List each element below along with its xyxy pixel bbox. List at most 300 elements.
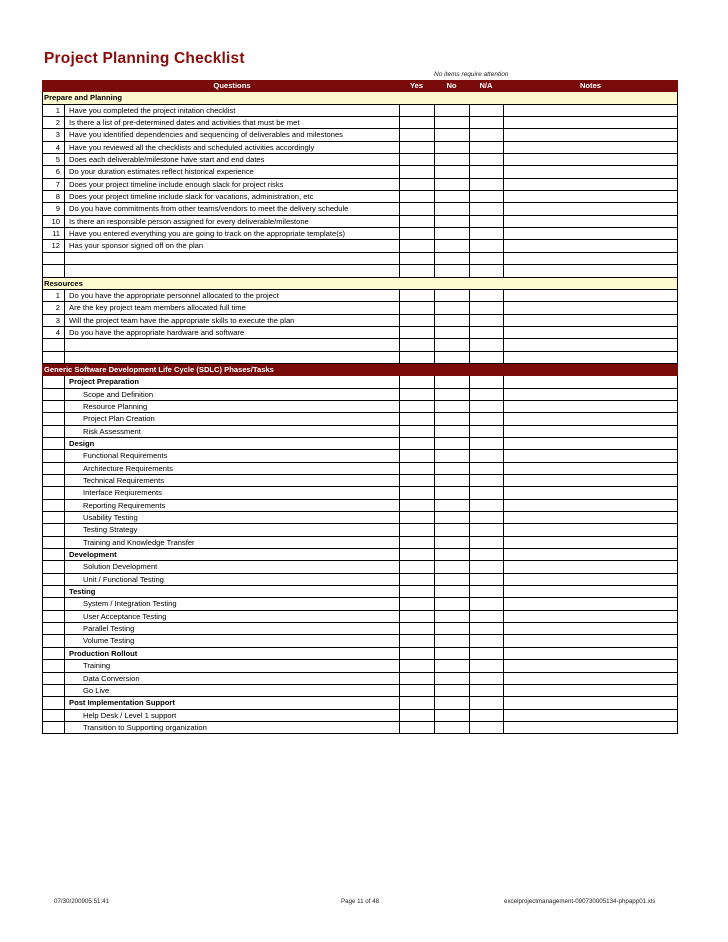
section-header (42, 278, 678, 290)
no-cell[interactable] (434, 611, 469, 623)
na-cell[interactable] (469, 265, 503, 277)
notes-cell[interactable] (503, 611, 678, 623)
task-row (42, 463, 678, 475)
no-cell[interactable] (434, 228, 469, 240)
no-cell[interactable] (434, 685, 469, 697)
yes-cell[interactable] (399, 648, 434, 660)
yes-cell[interactable] (399, 611, 434, 623)
na-cell[interactable] (469, 129, 503, 141)
yes-cell[interactable] (399, 253, 434, 265)
notes-cell[interactable] (503, 129, 678, 141)
yes-cell[interactable] (399, 426, 434, 438)
yes-cell[interactable] (399, 117, 434, 129)
task-row (42, 722, 678, 734)
notes-cell[interactable] (503, 401, 678, 413)
notes-cell[interactable] (503, 352, 678, 364)
yes-cell[interactable] (399, 142, 434, 154)
notes-cell[interactable] (503, 142, 678, 154)
no-cell[interactable] (434, 154, 469, 166)
task-row (42, 401, 678, 413)
status-note: No items require attention (434, 71, 509, 78)
na-cell[interactable] (469, 463, 503, 475)
notes-cell[interactable] (503, 216, 678, 228)
footer-page: Page 11 of 48 (341, 898, 380, 905)
no-cell[interactable] (434, 574, 469, 586)
no-cell[interactable] (434, 389, 469, 401)
item-number (42, 697, 65, 709)
task-row (42, 475, 678, 487)
notes-cell[interactable] (503, 228, 678, 240)
no-cell[interactable] (434, 722, 469, 734)
item-question: Is there a list of pre-determined dates and activities that must be met (65, 117, 399, 129)
item-question: Do you have the appropriate personnel allocated to the project (65, 290, 399, 302)
no-cell[interactable] (434, 117, 469, 129)
na-cell[interactable] (469, 352, 503, 364)
na-cell[interactable] (469, 623, 503, 635)
na-cell[interactable] (469, 339, 503, 351)
notes-cell[interactable] (503, 685, 678, 697)
na-cell[interactable] (469, 179, 503, 191)
no-cell[interactable] (434, 339, 469, 351)
na-cell[interactable] (469, 512, 503, 524)
no-cell[interactable] (434, 327, 469, 339)
notes-cell[interactable] (503, 105, 678, 117)
notes-cell[interactable] (503, 586, 678, 598)
notes-cell[interactable] (503, 166, 678, 178)
header-yes: Yes (409, 81, 424, 90)
no-cell[interactable] (434, 710, 469, 722)
na-cell[interactable] (469, 426, 503, 438)
notes-cell[interactable] (503, 673, 678, 685)
yes-cell[interactable] (399, 228, 434, 240)
na-cell[interactable] (469, 537, 503, 549)
item-question: Have you reviewed all the checklists and scheduled activities accordingly (65, 142, 399, 154)
item-question: Have you entered everything you are going to track on the appropriate template(s) (65, 228, 399, 240)
notes-cell[interactable] (503, 191, 678, 203)
page-title: Project Planning Checklist (44, 50, 245, 67)
na-cell[interactable] (469, 376, 503, 388)
no-cell[interactable] (434, 376, 469, 388)
no-cell[interactable] (434, 265, 469, 277)
yes-cell[interactable] (399, 179, 434, 191)
item-number: 1 (42, 290, 65, 302)
no-cell[interactable] (434, 586, 469, 598)
yes-cell[interactable] (399, 660, 434, 672)
no-cell[interactable] (434, 537, 469, 549)
no-cell[interactable] (434, 413, 469, 425)
yes-cell[interactable] (399, 401, 434, 413)
item-number: 8 (42, 191, 65, 203)
notes-cell[interactable] (503, 450, 678, 462)
yes-cell[interactable] (399, 376, 434, 388)
item-question: Scope and Definition (65, 389, 399, 401)
notes-cell[interactable] (503, 660, 678, 672)
no-cell[interactable] (434, 549, 469, 561)
item-question: Do your duration estimates reflect historical experience (65, 166, 399, 178)
yes-cell[interactable] (399, 352, 434, 364)
table-row (42, 302, 678, 314)
table-body (42, 92, 678, 734)
na-cell[interactable] (469, 673, 503, 685)
footer-date: 07/30/200905:51:41 (54, 898, 110, 905)
item-number: 2 (42, 117, 65, 129)
header-row (42, 80, 678, 92)
no-cell[interactable] (434, 302, 469, 314)
item-question: Functional Requirements (65, 450, 399, 462)
phase-row (42, 376, 678, 388)
item-question: Risk Assessment (65, 426, 399, 438)
notes-cell[interactable] (503, 265, 678, 277)
phase-row (42, 586, 678, 598)
item-question: Training (65, 660, 399, 672)
yes-cell[interactable] (399, 389, 434, 401)
item-number: 1 (42, 105, 65, 117)
item-question: Have you identified dependencies and sequencing of deliverables and milestones (65, 129, 399, 141)
yes-cell[interactable] (399, 710, 434, 722)
no-cell[interactable] (434, 512, 469, 524)
no-cell[interactable] (434, 635, 469, 647)
no-cell[interactable] (434, 129, 469, 141)
na-cell[interactable] (469, 315, 503, 327)
sdlc-header-label: Generic Software Development Life Cycle (SDLC) Phases/Tasks (44, 364, 274, 374)
no-cell[interactable] (434, 463, 469, 475)
no-cell[interactable] (434, 166, 469, 178)
item-number (42, 673, 65, 685)
no-cell[interactable] (434, 487, 469, 499)
item-number (42, 438, 65, 450)
yes-cell[interactable] (399, 450, 434, 462)
notes-cell[interactable] (503, 463, 678, 475)
na-cell[interactable] (469, 253, 503, 265)
item-number (42, 339, 65, 351)
table-row (42, 129, 678, 141)
item-question: Is there an responsible person assigned for every deliverable/milestone (65, 216, 399, 228)
blank-row (42, 253, 678, 265)
no-cell[interactable] (434, 475, 469, 487)
na-cell[interactable] (469, 389, 503, 401)
notes-cell[interactable] (503, 339, 678, 351)
item-question: Interface Reqiurements (65, 487, 399, 499)
task-row (42, 413, 678, 425)
notes-cell[interactable] (503, 648, 678, 660)
item-question: Testing (65, 586, 399, 598)
checklist-table (42, 80, 678, 734)
task-row (42, 574, 678, 586)
yes-cell[interactable] (399, 413, 434, 425)
na-cell[interactable] (469, 586, 503, 598)
yes-cell[interactable] (399, 154, 434, 166)
na-cell[interactable] (469, 549, 503, 561)
no-cell[interactable] (434, 660, 469, 672)
notes-cell[interactable] (503, 561, 678, 573)
item-number (42, 685, 65, 697)
item-number (42, 487, 65, 499)
yes-cell[interactable] (399, 302, 434, 314)
na-cell[interactable] (469, 561, 503, 573)
na-cell[interactable] (469, 475, 503, 487)
no-cell[interactable] (434, 401, 469, 413)
task-row (42, 487, 678, 499)
na-cell[interactable] (469, 142, 503, 154)
header-questions: Questions (213, 81, 251, 90)
notes-cell[interactable] (503, 598, 678, 610)
table-row (42, 142, 678, 154)
item-number: 3 (42, 315, 65, 327)
na-cell[interactable] (469, 154, 503, 166)
na-cell[interactable] (469, 685, 503, 697)
notes-cell[interactable] (503, 487, 678, 499)
notes-cell[interactable] (503, 574, 678, 586)
no-cell[interactable] (434, 438, 469, 450)
table-row (42, 216, 678, 228)
footer-file: excelprojectmanagement-090730005134-phpapp01.xls (504, 898, 656, 905)
no-cell[interactable] (434, 253, 469, 265)
item-question: Does each deliverable/milestone have start and end dates (65, 154, 399, 166)
no-cell[interactable] (434, 673, 469, 685)
item-number (42, 537, 65, 549)
no-cell[interactable] (434, 524, 469, 536)
item-number: 7 (42, 179, 65, 191)
no-cell[interactable] (434, 697, 469, 709)
phase-row (42, 438, 678, 450)
na-cell[interactable] (469, 191, 503, 203)
yes-cell[interactable] (399, 339, 434, 351)
notes-cell[interactable] (503, 117, 678, 129)
no-cell[interactable] (434, 105, 469, 117)
yes-cell[interactable] (399, 524, 434, 536)
table-row (42, 315, 678, 327)
na-cell[interactable] (469, 216, 503, 228)
notes-cell[interactable] (503, 240, 678, 252)
na-cell[interactable] (469, 524, 503, 536)
notes-cell[interactable] (503, 512, 678, 524)
item-question: Go Live (65, 685, 399, 697)
na-cell[interactable] (469, 710, 503, 722)
item-question: Project Plan Creation (65, 413, 399, 425)
item-number (42, 623, 65, 635)
na-cell[interactable] (469, 722, 503, 734)
item-number (42, 389, 65, 401)
yes-cell[interactable] (399, 635, 434, 647)
yes-cell[interactable] (399, 475, 434, 487)
na-cell[interactable] (469, 450, 503, 462)
item-question: User Acceptance Testing (65, 611, 399, 623)
notes-cell[interactable] (503, 389, 678, 401)
notes-cell[interactable] (503, 426, 678, 438)
yes-cell[interactable] (399, 129, 434, 141)
item-number (42, 450, 65, 462)
notes-cell[interactable] (503, 623, 678, 635)
item-number (42, 426, 65, 438)
notes-cell[interactable] (503, 549, 678, 561)
no-cell[interactable] (434, 315, 469, 327)
no-cell[interactable] (434, 648, 469, 660)
yes-cell[interactable] (399, 105, 434, 117)
item-number: 2 (42, 302, 65, 314)
item-number (42, 475, 65, 487)
yes-cell[interactable] (399, 598, 434, 610)
table-row (42, 290, 678, 302)
item-question: System / Integration Testing (65, 598, 399, 610)
task-row (42, 524, 678, 536)
notes-cell[interactable] (503, 635, 678, 647)
table-row (42, 117, 678, 129)
notes-cell[interactable] (503, 475, 678, 487)
na-cell[interactable] (469, 240, 503, 252)
item-question: Testing Strategy (65, 524, 399, 536)
item-number: 10 (42, 216, 65, 228)
task-row (42, 512, 678, 524)
item-number: 6 (42, 166, 65, 178)
yes-cell[interactable] (399, 327, 434, 339)
item-question: Do you have the appropriate hardware and software (65, 327, 399, 339)
yes-cell[interactable] (399, 673, 434, 685)
header-notes: Notes (579, 81, 602, 90)
item-question: Resource Planning (65, 401, 399, 413)
na-cell[interactable] (469, 302, 503, 314)
na-cell[interactable] (469, 413, 503, 425)
notes-cell[interactable] (503, 376, 678, 388)
na-cell[interactable] (469, 166, 503, 178)
yes-cell[interactable] (399, 623, 434, 635)
no-cell[interactable] (434, 561, 469, 573)
yes-cell[interactable] (399, 290, 434, 302)
yes-cell[interactable] (399, 537, 434, 549)
yes-cell[interactable] (399, 574, 434, 586)
notes-cell[interactable] (503, 500, 678, 512)
na-cell[interactable] (469, 203, 503, 215)
na-cell[interactable] (469, 105, 503, 117)
notes-cell[interactable] (503, 315, 678, 327)
yes-cell[interactable] (399, 697, 434, 709)
item-question: Training and Knowledge Transfer (65, 537, 399, 549)
notes-cell[interactable] (503, 327, 678, 339)
yes-cell[interactable] (399, 216, 434, 228)
yes-cell[interactable] (399, 315, 434, 327)
notes-cell[interactable] (503, 179, 678, 191)
na-cell[interactable] (469, 660, 503, 672)
item-number (42, 710, 65, 722)
blank-row (42, 265, 678, 277)
item-question: Design (65, 438, 399, 450)
item-number (42, 561, 65, 573)
notes-cell[interactable] (503, 697, 678, 709)
yes-cell[interactable] (399, 685, 434, 697)
no-cell[interactable] (434, 142, 469, 154)
no-cell[interactable] (434, 426, 469, 438)
na-cell[interactable] (469, 401, 503, 413)
no-cell[interactable] (434, 598, 469, 610)
notes-cell[interactable] (503, 537, 678, 549)
section-header-label: Resources (42, 278, 678, 290)
no-cell[interactable] (434, 240, 469, 252)
na-cell[interactable] (469, 327, 503, 339)
item-number: 4 (42, 327, 65, 339)
item-number (42, 524, 65, 536)
na-cell[interactable] (469, 290, 503, 302)
item-question: Reporting Requirements (65, 500, 399, 512)
yes-cell[interactable] (399, 487, 434, 499)
notes-cell[interactable] (503, 722, 678, 734)
no-cell[interactable] (434, 352, 469, 364)
task-row (42, 537, 678, 549)
item-number (42, 253, 65, 265)
no-cell[interactable] (434, 179, 469, 191)
item-number (42, 265, 65, 277)
no-cell[interactable] (434, 290, 469, 302)
notes-cell[interactable] (503, 154, 678, 166)
na-cell[interactable] (469, 487, 503, 499)
task-row (42, 450, 678, 462)
na-cell[interactable] (469, 648, 503, 660)
item-question (65, 265, 399, 277)
yes-cell[interactable] (399, 438, 434, 450)
table-row (42, 327, 678, 339)
yes-cell[interactable] (399, 463, 434, 475)
yes-cell[interactable] (399, 549, 434, 561)
item-number: 3 (42, 129, 65, 141)
notes-cell[interactable] (503, 203, 678, 215)
task-row (42, 710, 678, 722)
notes-cell[interactable] (503, 253, 678, 265)
item-question: Project Preparation (65, 376, 399, 388)
na-cell[interactable] (469, 228, 503, 240)
yes-cell[interactable] (399, 722, 434, 734)
yes-cell[interactable] (399, 240, 434, 252)
item-number (42, 352, 65, 364)
yes-cell[interactable] (399, 561, 434, 573)
no-cell[interactable] (434, 203, 469, 215)
na-cell[interactable] (469, 574, 503, 586)
item-number (42, 512, 65, 524)
item-question: Help Desk / Level 1 support (65, 710, 399, 722)
task-row (42, 673, 678, 685)
task-row (42, 635, 678, 647)
yes-cell[interactable] (399, 265, 434, 277)
yes-cell[interactable] (399, 166, 434, 178)
item-number (42, 586, 65, 598)
notes-cell[interactable] (503, 290, 678, 302)
no-cell[interactable] (434, 500, 469, 512)
notes-cell[interactable] (503, 302, 678, 314)
yes-cell[interactable] (399, 191, 434, 203)
notes-cell[interactable] (503, 413, 678, 425)
no-cell[interactable] (434, 450, 469, 462)
na-cell[interactable] (469, 598, 503, 610)
yes-cell[interactable] (399, 500, 434, 512)
na-cell[interactable] (469, 635, 503, 647)
na-cell[interactable] (469, 500, 503, 512)
notes-cell[interactable] (503, 710, 678, 722)
no-cell[interactable] (434, 191, 469, 203)
notes-cell[interactable] (503, 438, 678, 450)
no-cell[interactable] (434, 216, 469, 228)
item-number (42, 660, 65, 672)
notes-cell[interactable] (503, 524, 678, 536)
yes-cell[interactable] (399, 203, 434, 215)
na-cell[interactable] (469, 117, 503, 129)
item-number (42, 635, 65, 647)
no-cell[interactable] (434, 623, 469, 635)
task-row (42, 598, 678, 610)
na-cell[interactable] (469, 438, 503, 450)
na-cell[interactable] (469, 697, 503, 709)
yes-cell[interactable] (399, 512, 434, 524)
yes-cell[interactable] (399, 586, 434, 598)
item-number: 9 (42, 203, 65, 215)
na-cell[interactable] (469, 611, 503, 623)
table-row (42, 240, 678, 252)
